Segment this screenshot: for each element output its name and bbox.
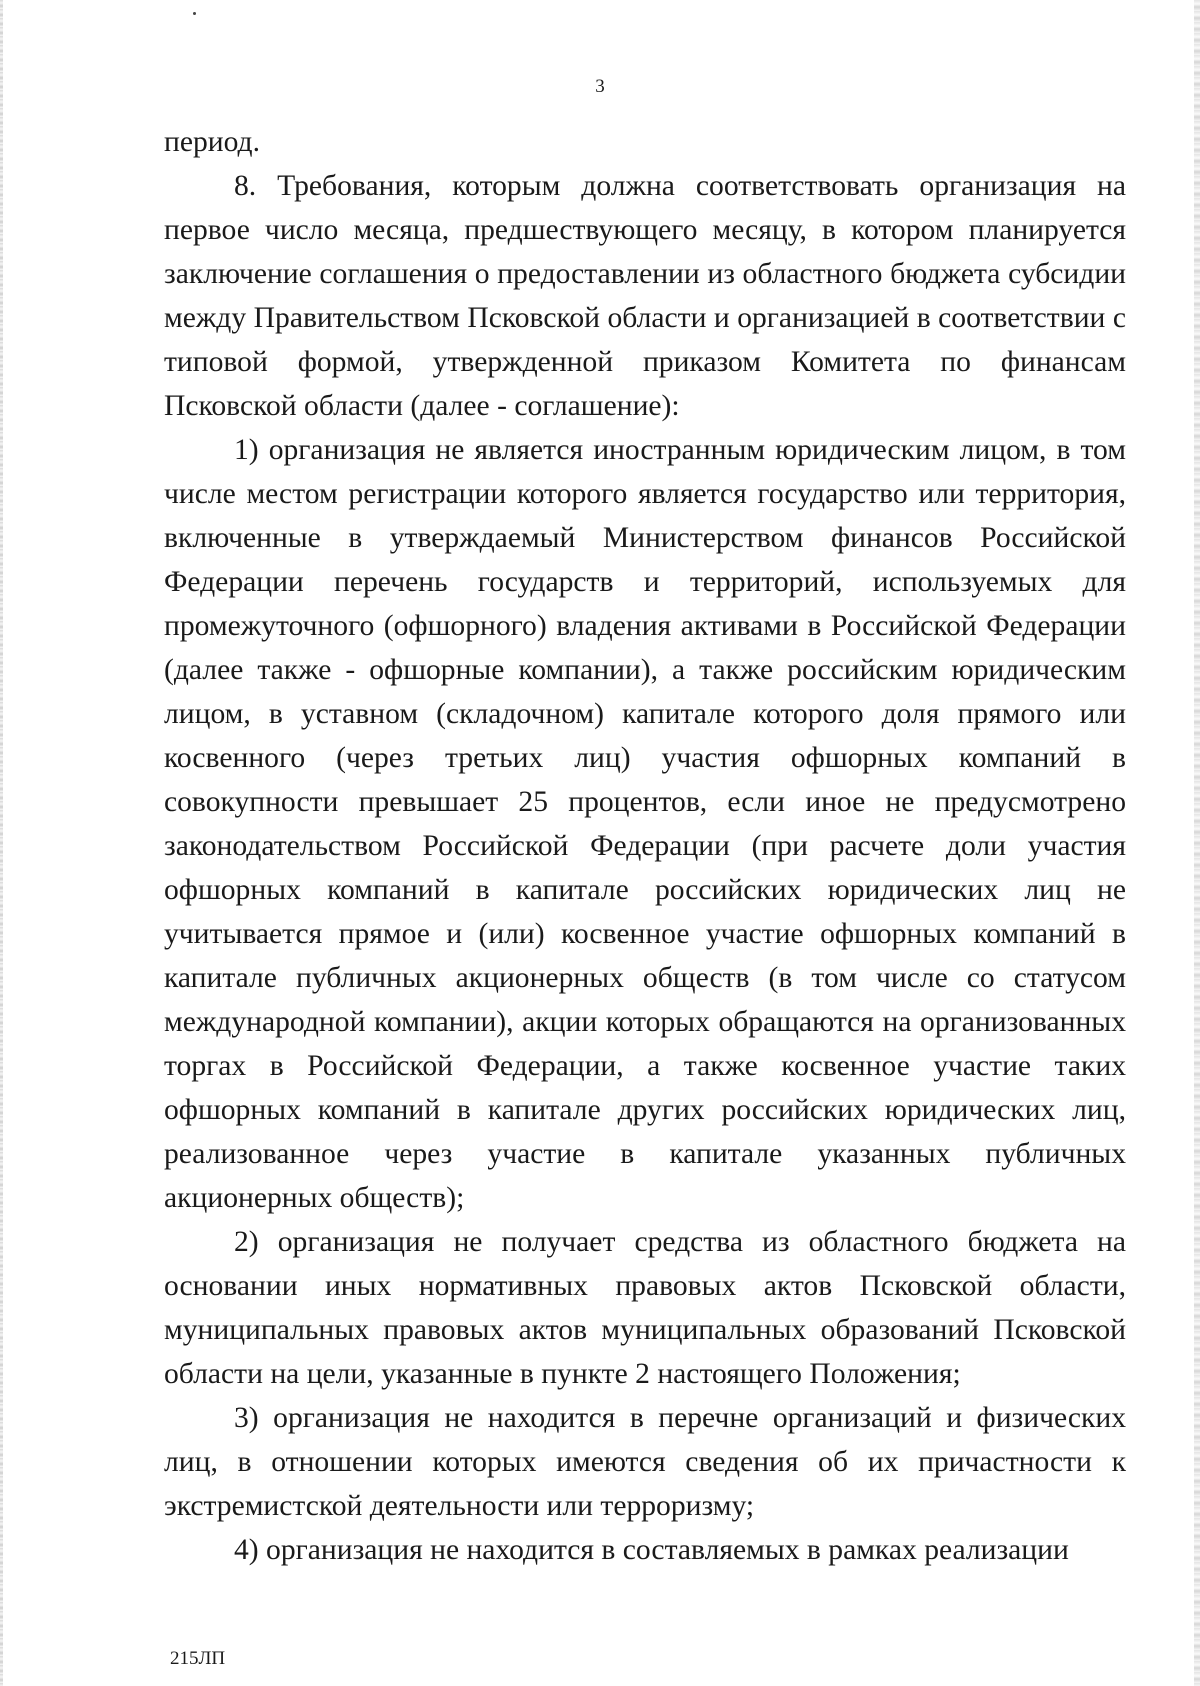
scan-speck xyxy=(193,12,196,15)
scan-edge-right xyxy=(1194,0,1200,1686)
scan-edge-left xyxy=(0,0,3,1686)
paragraph-subitem-2: 2) организация не получает средства из областного бюджета на основании иных нормативных правовых актов Псковской области, муниципальных правовых актов муниципальных образований Псковской области на цели, указанные в пункте 2 настоящего Положения; xyxy=(164,1226,1126,1390)
paragraph-item-8: 8. Требования, которым должна соответствовать организация на первое число месяца, предшествующего месяцу, в котором планируется заключение соглашения о предоставлении из областного бюджета субсидии между Правительством Псковской области и организацией в соответствии с типовой формой, утвержденной приказом Комитета по финансам Псковской области (далее - соглашение): xyxy=(164,170,1126,422)
paragraph-subitem-1: 1) организация не является иностранным юридическим лицом, в том числе местом регистрации которого является государство или территория, включенные в утверждаемый Министерством финансов Российской Федерации перечень государств и территорий, используемых для промежуточного (офшорного) владения активами в Российской Федерации (далее также - офшорные компании), а также российским юридическим лицом, в уставном (складочном) капитале которого доля прямого или косвенного (через третьих лиц) участия офшорных компаний в совокупности превышает 25 процентов, если иное не предусмотрено законодательством Российской Федерации (при расчете доли участия офшорных компаний в капитале российских юридических лиц не учитывается прямое и (или) косвенное участие офшорных компаний в капитале публичных акционерных обществ (в том числе со статусом международной компании), акции которых обращаются на организованных торгах в Российской Федерации, а также косвенное участие таких офшорных компаний в капитале других российских юридических лиц, реализованное через участие в капитале указанных публичных акционерных обществ); xyxy=(164,434,1126,1214)
footer-document-code: 215ЛП xyxy=(170,1648,226,1669)
paragraph-subitem-4: 4) организация не находится в составляемых в рамках реализации xyxy=(234,1534,1069,1566)
paragraph-continuation: период. xyxy=(164,126,261,158)
paragraph-subitem-3: 3) организация не находится в перечне организаций и физических лиц, в отношении которых имеются сведения об их причастности к экстремистской деятельности или терроризму; xyxy=(164,1402,1126,1522)
document-body xyxy=(164,120,1126,1572)
page-number: 3 xyxy=(595,76,605,97)
